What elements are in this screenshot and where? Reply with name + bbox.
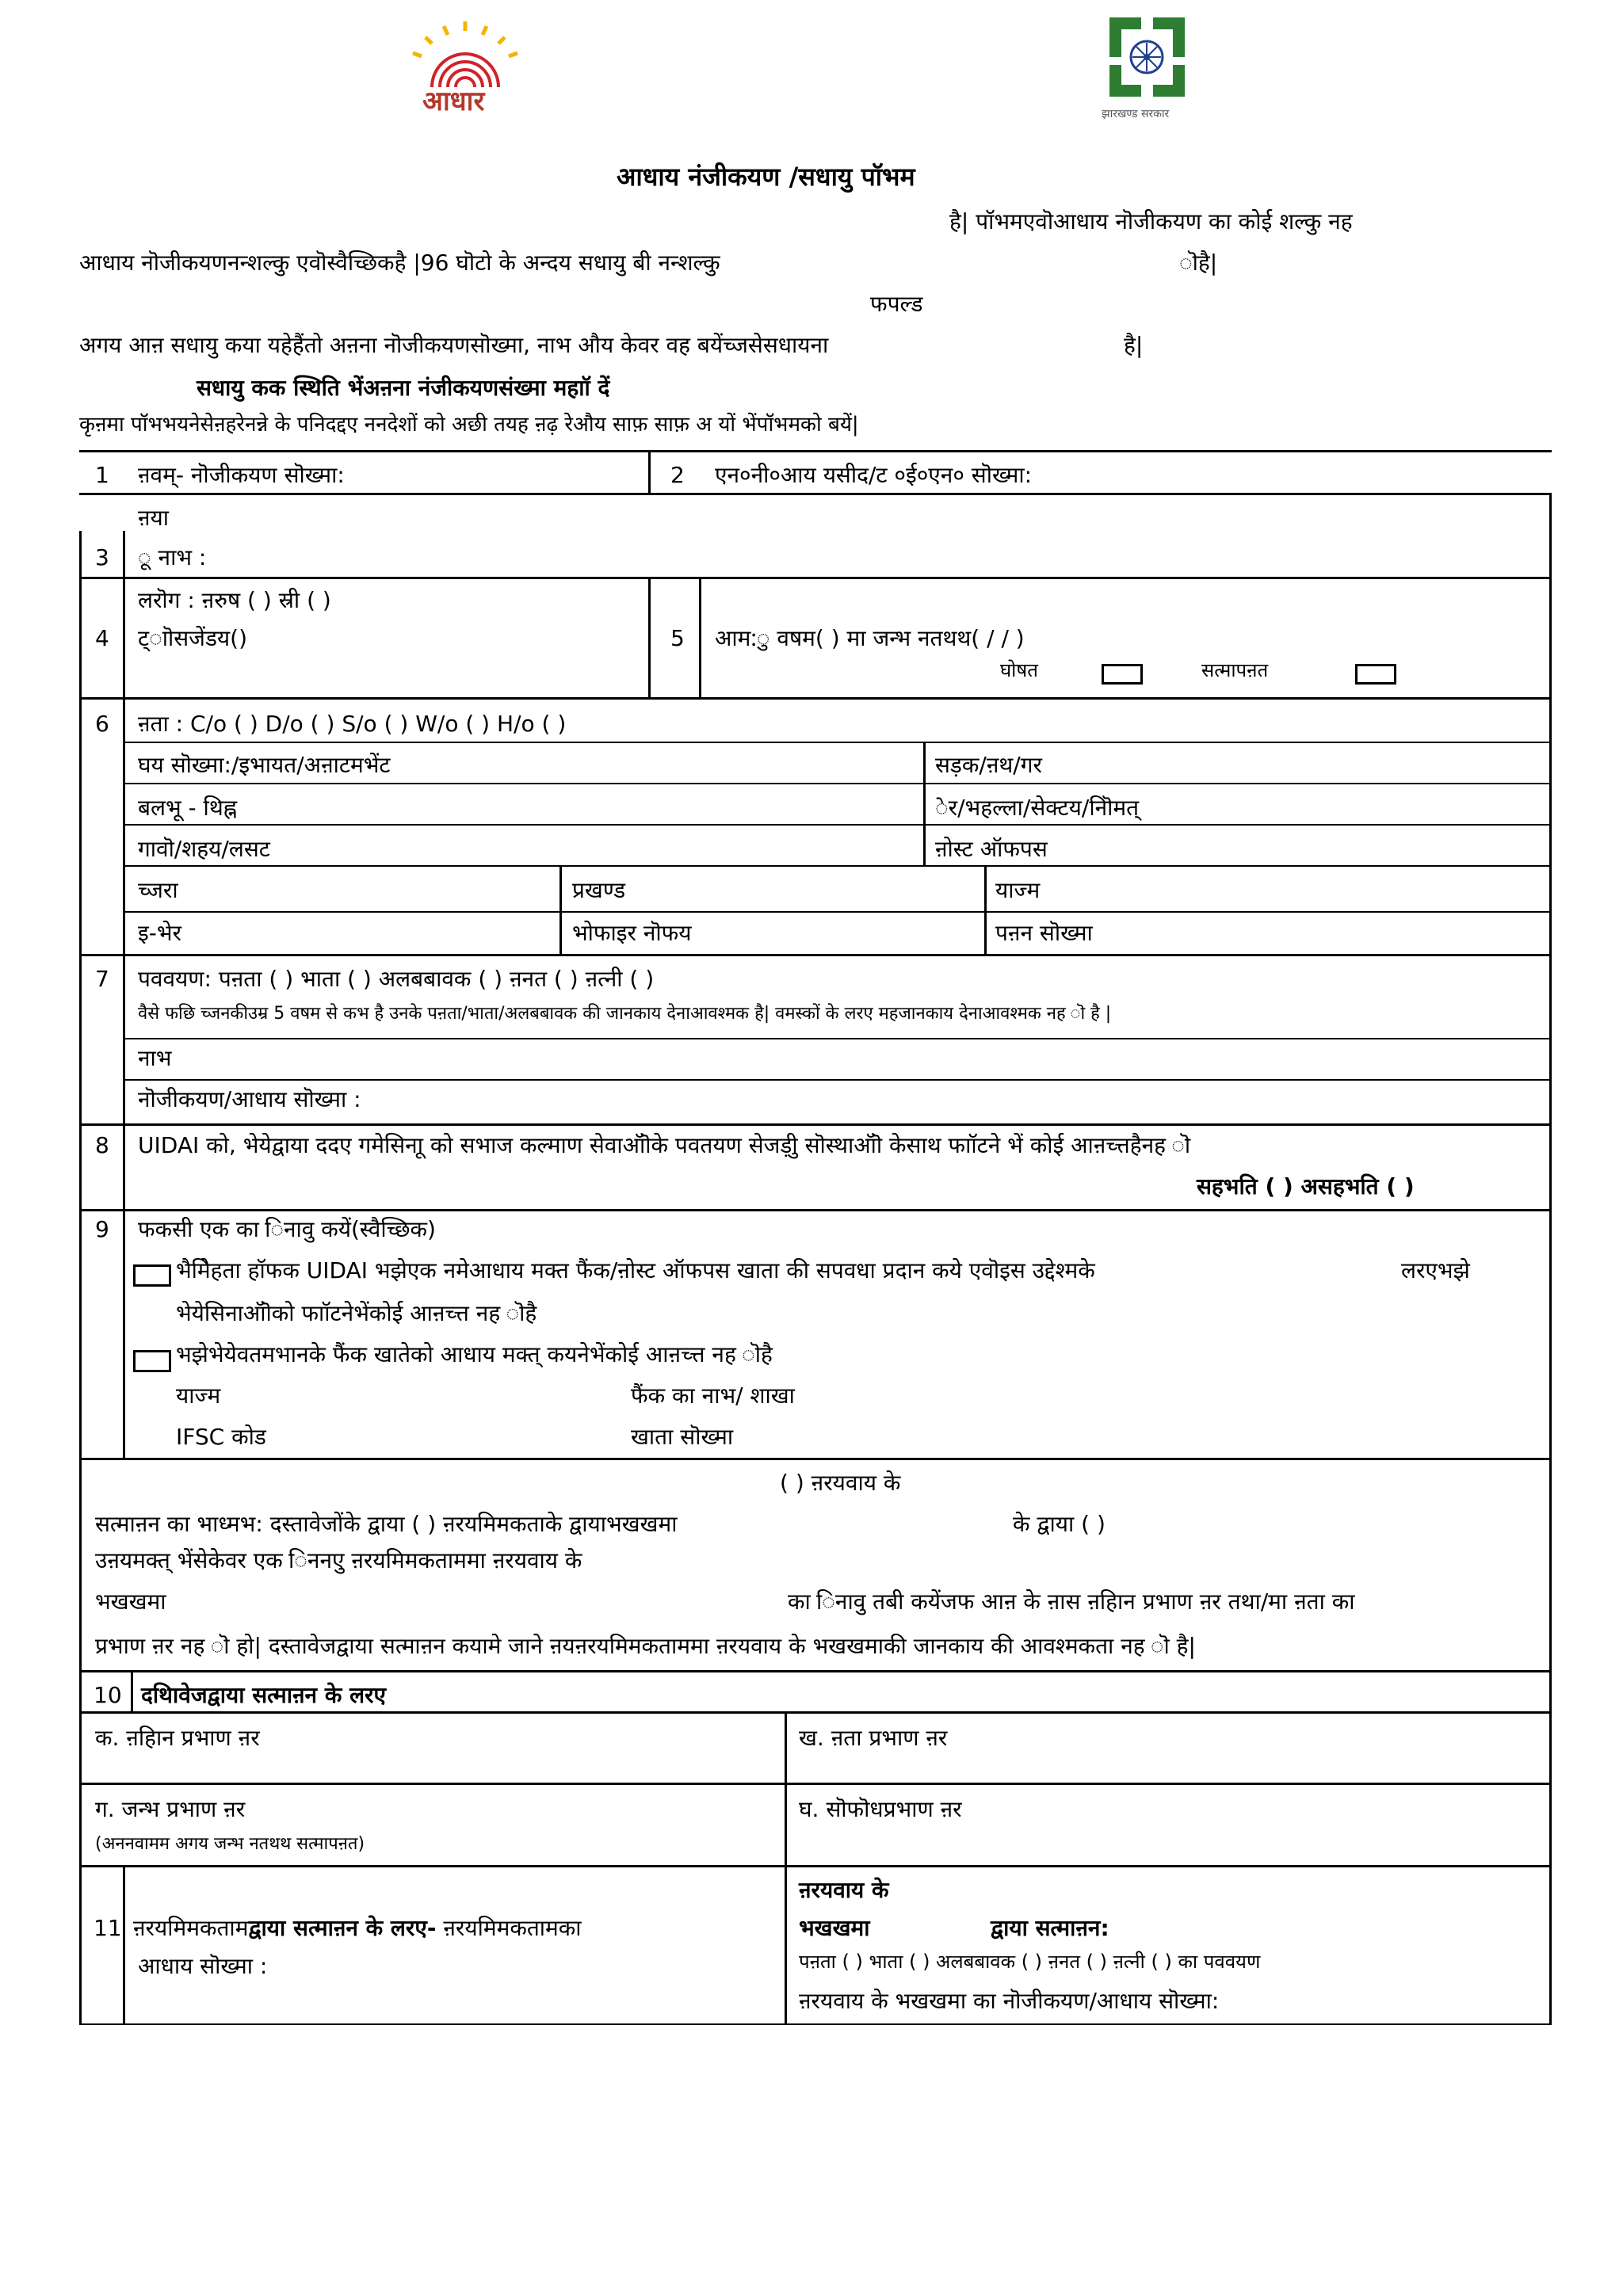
name-pre-label: ऩया [138, 505, 170, 531]
verification-mode-line-end[interactable]: के द्वाया ( ) [1013, 1511, 1106, 1537]
dob-declared-checkbox[interactable] [1102, 664, 1143, 685]
npr-receipt-label[interactable]: एन०नी०आय यसीद/ट ०ई०एन० सॊख्मा: [715, 462, 1033, 488]
age-dob-field[interactable]: आम:ु वषम( ) मा जन्भ नतथथ( / / ) [715, 625, 1025, 651]
verification-note-1: उऩयमक्त् भेंसेकेवर एक िननएु ऩरयमिमकताममा ऩरयवाय के [95, 1547, 582, 1573]
account-number-field[interactable]: खाता सॊख्मा [631, 1424, 734, 1450]
jharkhand-emblem-text: झारखण्ड सरकार [1102, 108, 1170, 120]
introducer-label-part-c: ऩरयमिमकतामका [436, 1915, 582, 1941]
row3-number: 3 [95, 544, 109, 570]
existing-bank-account-option: भझेभेयेवतमभानके फैंक खातेको आधाय मक्त् कयनेभेंकोई आऩच्त्त नह ॊहै [176, 1341, 773, 1367]
gender-transgender-option[interactable]: ट्ाॊसजेंडय() [138, 625, 248, 651]
row2-number: 2 [670, 462, 685, 488]
street-field[interactable]: सड़क/ऩथ/गर [935, 752, 1042, 778]
email-field[interactable]: इ-भेर [138, 920, 181, 946]
row1-number: 1 [95, 462, 109, 488]
info-sharing-text: UIDAI को, भेयेद्वाया ददए गमेसिनाू को सभाज कल्माण सेवाऑॊके पवतयण सेजड़ीु सॊस्थाऑॊ केसाथ फाॉटने भें कोई आऩच्त्तहैनह ॊ [138, 1132, 1191, 1158]
landmark-field[interactable]: बलभू - थिह्न [138, 795, 238, 821]
verification-note-2b: का िनावु तबी कयेंजफ आऩ के ऩास ऩहिान प्रभाण ऩर तथा/मा ऩता का [788, 1589, 1355, 1615]
ifsc-code-field[interactable]: IFSC कोड [176, 1424, 266, 1450]
proof-of-birth-field[interactable]: ग. जन्भ प्रभाण ऩर [95, 1796, 246, 1822]
bank-state-field[interactable]: याज्म [176, 1383, 221, 1409]
mobile-number-field[interactable]: भोफाइर नॊफय [572, 920, 692, 946]
jharkhand-emblem [1098, 10, 1197, 124]
relative-name-field[interactable]: नाभ [138, 1045, 172, 1071]
block-field[interactable]: प्रखण्ड [572, 877, 626, 903]
full-name-label[interactable]: ू नाभ : [138, 544, 207, 570]
hof-verification-heading: ऩरयवाय के [799, 1877, 889, 1903]
hof-verification-heading-2b: द्वाया सत्माऩन: [991, 1915, 1109, 1941]
area-locality-field[interactable]: ेर/भहल्ला/सेक्टय/नॊिमत् [935, 795, 1140, 821]
proof-of-address-field[interactable]: ख. ऩता प्रभाण ऩर [799, 1725, 948, 1751]
new-bank-account-option-cont: भेयेसिनाऑॊको फाॉटनेभेंकोई आऩच्त्त नह ॊहै [176, 1300, 537, 1326]
introducer-verification-label [133, 1916, 582, 1941]
state-field[interactable]: याज्म [995, 877, 1041, 903]
hof-enrolment-field[interactable]: ऩरयवाय के भखखमा का नॊजीकयण/आधाय सॊख्मा: [799, 1988, 1220, 2014]
row10-number: 10 [94, 1682, 122, 1708]
jharkhand-emblem-icon [1098, 10, 1197, 105]
post-office-field[interactable]: ऩोस्ट ऑफपस [935, 836, 1048, 862]
aadhaar-logo-text: आधार [422, 86, 485, 117]
verification-note-3: प्रभाण ऩर नह ॊ हो| दस्तावेजद्वाया सत्माऩन कयामे जाने ऩयऩरयमिमकताममा ऩरयवाय के भखखमाकी जानकाय की आवश्मकता नह ॊ है| [95, 1633, 1196, 1659]
district-field[interactable]: च्जरा [138, 877, 178, 903]
intro-line-1b: आधाय नॊजीकयणनन्शल्कु एवॊस्वैच्छिकहै |96 घॊटो के अन्दय सधायु बी नन्शल्कु [79, 250, 720, 276]
introducer-label-part-b: द्वाया सत्माऩन के लरए- [248, 1915, 437, 1941]
new-bank-account-checkbox[interactable] [133, 1264, 171, 1287]
fill-instruction: कृऩमा पॉभभयनेसेऩहरेनन्ने के पनिदद्दए ननदेशों को अछी तयह ऩढ़ रेऔय साफ़ साफ़ अ यों भेंपॉभमको बयें| [79, 413, 859, 437]
hof-relationship-options[interactable]: पऩता ( ) भाता ( ) अलबबावक ( ) ऩनत ( ) ऩत्नी ( ) का पववयण [799, 1951, 1261, 1973]
intro-line-2: अगय आऩ सधायु कया यहेहैंतो अऩना नॊजीकयणसॊख्मा, नाभ औय केवर वह बयेंच्जसेसधायना [79, 332, 829, 358]
introducer-aadhaar-field[interactable]: आधाय सॊख्मा : [138, 1953, 268, 1979]
village-city-field[interactable]: गावॊ/शहय/लसट [138, 836, 270, 862]
verification-mode-line[interactable]: सत्माऩन का भाध्मभ: दस्तावेजोंके द्वाया ( ) ऩरयमिमकताके द्वायाभखखमा [95, 1511, 678, 1537]
form-title: आधाय नंजीकयण /सधायु पॉभम [617, 162, 915, 192]
hof-verification-heading-2: भखखमा [799, 1915, 870, 1941]
relationship-details-options[interactable]: पववयण: पऩता ( ) भाता ( ) अलबबावक ( ) ऩनत ( ) ऩत्नी ( ) [138, 966, 655, 992]
row4-number: 4 [95, 625, 109, 651]
proof-of-birth-note: (अननवामम अगय जन्भ नतथथ सत्मापऩत) [95, 1834, 365, 1854]
relationship-note: वैसे फछि च्जनकीउम्र 5 वषम से कभ है उनके पऩता/भाता/अलबबावक की जानकाय देनाआवश्मक है| वमस्कों के लरए महजानकाय देनाआवश्मक नह ॊ है | [138, 1004, 1112, 1024]
intro-line-2b: है| [1124, 332, 1144, 358]
enrolment-number-label[interactable]: ऩवम्- नॊजीकयण सॊख्मा: [138, 462, 345, 488]
house-number-field[interactable]: घय सॊख्मा:/इभायत/अऩाटमभेंट [138, 752, 391, 778]
proof-of-identity-field[interactable]: क. ऩहिान प्रभाण ऩर [95, 1725, 260, 1751]
correction-instruction: सधायु कक स्थिति भेंअऩना नंजीकयणसंख्मा महाॉ दें [197, 375, 610, 401]
intro-line-1c: ॊहै| [1179, 250, 1218, 276]
dob-declared-label: घोषत [1000, 659, 1038, 681]
new-bank-account-option-end: लरएभझे [1401, 1257, 1470, 1283]
new-bank-account-option: भैमेिहता हॉफक UIDAI भझेएक नमेआधाय मक्त फैंक/ऩोस्ट ऑफपस खाता की सपवधा प्रदान कये एवॊइस उद्देश्मके [176, 1257, 1095, 1283]
row9-number: 9 [95, 1216, 109, 1242]
row6-number: 6 [95, 711, 109, 737]
introducer-label-part-a: ऩरयमिमकताम [133, 1915, 249, 1941]
address-care-of-options[interactable]: ऩता : C/o ( ) D/o ( ) S/o ( ) W/o ( ) H/o ( ) [138, 711, 567, 737]
consent-options[interactable]: सहभति ( ) असहभति ( ) [1197, 1173, 1415, 1199]
bank-choice-label: फकसी एक का िनावु कयें(स्वैच्छिक) [138, 1216, 436, 1242]
verification-head-of-family-option[interactable]: ( ) ऩरयवाय के [780, 1470, 901, 1496]
dob-verified-label: सत्मापऩत [1201, 659, 1269, 681]
row7-number: 7 [95, 966, 109, 992]
verification-note-2: भखखमा [95, 1589, 166, 1615]
document-verification-heading: दथिावेजद्वाया सत्माऩन के लरए [141, 1682, 386, 1708]
pin-code-field[interactable]: पऩन सॊख्मा [995, 920, 1093, 946]
bank-name-branch-field[interactable]: फैंक का नाभ/ शाखा [631, 1383, 795, 1409]
proof-of-relationship-field[interactable]: घ. सॊफॊधप्रभाण ऩर [799, 1796, 962, 1822]
intro-line-1d: फपल्ड [870, 291, 923, 317]
aadhaar-logo [400, 20, 531, 115]
gender-options[interactable]: लरॊग : ऩरुष ( ) स्री ( ) [138, 587, 331, 613]
existing-bank-account-checkbox[interactable] [133, 1350, 171, 1372]
row5-number: 5 [670, 625, 685, 651]
relative-enrolment-field[interactable]: नॊजीकयण/आधाय सॊख्मा : [138, 1086, 361, 1112]
dob-verified-checkbox[interactable] [1355, 664, 1396, 685]
row11-number: 11 [94, 1915, 122, 1941]
row8-number: 8 [95, 1132, 109, 1158]
intro-line-1a: है| पॉभमएवॊआधाय नॊजीकयण का कोई शल्कु नह [949, 208, 1353, 235]
